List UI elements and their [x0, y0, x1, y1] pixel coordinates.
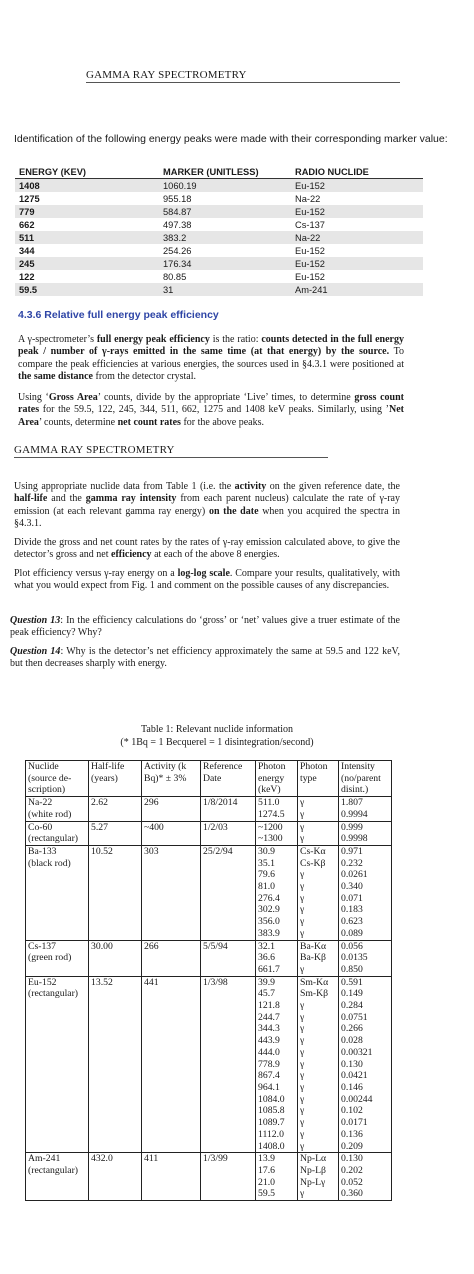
photon-type-cell: Sm-Kα Sm-Kβ γ γ γ γ γ γ γ γ γ γ γ γ γ [298, 976, 339, 1153]
energy-cell: 662 [19, 219, 35, 230]
activity-cell: 411 [142, 1153, 201, 1201]
photon-energy-cell: 39.9 45.7 121.8 244.7 344.3 443.9 444.0 778.9 867.4 964.1 1084.0 1085.8 1089.7 1112.0 1408.0 [256, 976, 298, 1153]
reference-date-cell: 1/2/03 [201, 821, 256, 845]
p4-text: Divide the gross and net count rates by the rates of γ-ray emission calculated above, to give the detector’s gross and net [14, 537, 400, 561]
reference-date-cell: 1/8/2014 [201, 797, 256, 821]
photon-energy-cell: ~1200 ~1300 [256, 821, 298, 845]
intensity-cell: 0.971 0.232 0.0261 0.340 0.071 0.183 0.623 0.089 [339, 845, 392, 940]
nuclide-cell: Co-60 (rectangular) [26, 821, 89, 845]
section-title: 4.3.6 Relative full energy peak efficiency [18, 309, 219, 321]
half-life-cell: 432.0 [89, 1153, 142, 1201]
running-header: GAMMA RAY SPECTROMETRY [14, 444, 175, 456]
p2-emphasis: gross count rates [18, 392, 404, 416]
marker-cell: 955.18 [163, 193, 192, 204]
table-row [15, 192, 423, 205]
table-caption-note: (* 1Bq = 1 Becquerel = 1 disintegration/second) [120, 737, 314, 748]
intensity-cell: 1.807 0.9994 [339, 797, 392, 821]
p3-emphasis: half-life [14, 493, 48, 505]
nuclide-cell: Am-241 [291, 283, 423, 296]
intro-text: Identification of the following energy peaks were made with their corresponding marker value: [14, 133, 448, 145]
table-row [26, 821, 392, 845]
photon-energy-cell: 511.0 1274.5 [256, 797, 298, 821]
question-13-label: Question 13 [10, 615, 61, 626]
photon-type-cell: γ γ [298, 797, 339, 821]
nuclide-cell: Eu-152 [291, 205, 423, 218]
intensity-cell: 0.130 0.202 0.052 0.360 [339, 1153, 392, 1201]
marker-cell: 80.85 [163, 271, 187, 282]
question-14-text: : Why is the detector’s net efficiency approximately the same at 59.5 and 122 keV, but then decreases sharply with energy. [10, 646, 400, 670]
energy-cell: 511 [15, 231, 159, 244]
nuclide-cell: Eu-152 [295, 245, 325, 256]
p1-emphasis: full energy peak efficiency [96, 334, 210, 345]
p2-text: for the 59.5, 122, 245, 344, 511, 662, 1275 and 1408 keV peaks. Similarly, using ’ [39, 404, 389, 416]
p3-text: on the given reference date, the [266, 481, 400, 492]
photon-energy-cell: 30.9 35.1 79.6 81.0 276.4 302.9 356.0 383.9 [256, 845, 298, 940]
p5-emphasis: log-log scale [177, 568, 230, 579]
col-header-photon-energy: Photon energy (keV) [256, 761, 298, 797]
p2-emphasis: net count rates [117, 416, 181, 428]
half-life-cell: 13.52 [89, 976, 142, 1153]
p1-emphasis: the same distance [18, 371, 93, 383]
question-13 [10, 615, 400, 640]
nuclide-table-body [26, 797, 392, 1201]
p1-text: To compare the peak efficiencies at various energies, the sources used in §4.3.1 were positioned at [18, 346, 404, 370]
reference-date-cell: 1/3/98 [201, 976, 256, 1153]
energy-cell: 344 [19, 245, 35, 256]
table-row [26, 797, 392, 821]
paragraph-emission-rate [14, 481, 400, 531]
p2-emphasis: Net Area [18, 404, 404, 428]
table-row [15, 231, 423, 244]
p2-text: ’ counts, divide by the appropriate ‘Live’ times, to determine [97, 392, 355, 403]
col-header-reference-date: Reference Date [201, 761, 256, 797]
table-row [26, 845, 392, 940]
reference-date-cell: 1/3/99 [201, 1153, 256, 1201]
p5-text: . Compare your results, qualitatively, with what you would expect from Fig. 1 and comment on the possible causes of any discrepancies. [14, 568, 400, 592]
marker-cell: 584.87 [159, 205, 291, 218]
paragraph-count-rates [18, 392, 404, 429]
table-caption [25, 723, 409, 749]
half-life-cell: 10.52 [89, 845, 142, 940]
nuclide-table [25, 760, 392, 1201]
marker-table [15, 165, 423, 296]
col-header-energy: ENERGY (KEV) [15, 165, 159, 179]
table-row [15, 257, 423, 270]
paragraph-efficiency-definition [18, 334, 404, 384]
photon-energy-cell: 32.1 36.6 661.7 [256, 940, 298, 976]
col-header-half-life: Half-life (years) [89, 761, 142, 797]
col-header-nuclide: RADIO NUCLIDE [291, 165, 423, 179]
energy-cell: 59.5 [15, 283, 159, 296]
intensity-cell: 0.591 0.149 0.284 0.0751 0.266 0.028 0.00321 0.130 0.0421 0.146 0.00244 0.102 0.0171 0.136 0.209 [339, 976, 392, 1153]
col-header-photon-type: Photon type [298, 761, 339, 797]
nuclide-cell: Eu-152 [295, 271, 325, 282]
marker-cell: 497.38 [163, 219, 192, 230]
half-life-cell: 30.00 [89, 940, 142, 976]
energy-cell: 1408 [15, 179, 159, 193]
table-row [15, 270, 423, 283]
p2-text: Using ‘ [18, 392, 49, 403]
nuclide-cell: Eu-152 [291, 257, 423, 270]
reference-date-cell: 25/2/94 [201, 845, 256, 940]
p3-text: Using appropriate nuclide data from Table 1 (i.e. the [14, 481, 235, 492]
p3-text: from each parent nucleus) calculate the rate of γ-ray emission (at each relevant gamma ray energy) [14, 493, 400, 517]
p2-emphasis: Gross Area [48, 392, 98, 403]
nuclide-cell: Na-22 [295, 193, 321, 204]
col-header-activity: Activity (k Bq)* ± 3% [142, 761, 201, 797]
energy-cell: 779 [15, 205, 159, 218]
nuclide-cell: Eu-152 [291, 179, 423, 193]
energy-cell: 245 [15, 257, 159, 270]
energy-cell: 1275 [19, 193, 40, 204]
nuclide-cell: Ba-133 (black rod) [26, 845, 89, 940]
p4-text: at each of the above 8 energies. [151, 549, 280, 561]
intensity-cell: 0.056 0.0135 0.850 [339, 940, 392, 976]
nuclide-cell: Eu-152 (rectangular) [26, 976, 89, 1153]
p1-text: A γ-spectrometer’s [18, 334, 97, 345]
half-life-cell: 2.62 [89, 797, 142, 821]
activity-cell: 303 [142, 845, 201, 940]
marker-cell: 254.26 [163, 245, 192, 256]
energy-cell: 122 [19, 271, 35, 282]
table-row [26, 976, 392, 1153]
col-header-marker: MARKER (UNITLESS) [159, 165, 291, 179]
half-life-cell: 5.27 [89, 821, 142, 845]
header-rule [14, 457, 328, 458]
reference-date-cell: 5/5/94 [201, 940, 256, 976]
intensity-cell: 0.999 0.9998 [339, 821, 392, 845]
p3-emphasis: on the date [208, 505, 259, 517]
photon-type-cell: Cs-Kα Cs-Kβ γ γ γ γ γ γ [298, 845, 339, 940]
nuclide-cell: Na-22 [291, 231, 423, 244]
marker-cell: 383.2 [159, 231, 291, 244]
p3-emphasis: activity [234, 481, 267, 492]
p5-text: Plot efficiency versus γ-ray energy on a [14, 568, 178, 579]
marker-cell: 1060.19 [159, 179, 291, 193]
activity-cell: 296 [142, 797, 201, 821]
nuclide-cell: Na-22 (white rod) [26, 797, 89, 821]
p1-text: from the detector crystal. [93, 371, 197, 383]
paragraph-plot [14, 568, 400, 593]
p4-emphasis: efficiency [111, 549, 152, 561]
question-14 [10, 646, 400, 671]
nuclide-table-header [26, 761, 392, 797]
p1-emphasis: counts detected in the full energy peak / number of γ-rays emitted in the same time (at that energy) by the source. [18, 334, 404, 358]
nuclide-cell: Am-241 (rectangular) [26, 1153, 89, 1201]
activity-cell: ~400 [142, 821, 201, 845]
col-header-nuclide: Nuclide (source de-scription) [26, 761, 89, 797]
p3-text: and the [47, 493, 86, 505]
table-row [15, 283, 423, 296]
col-header-intensity: Intensity (no/parent disint.) [339, 761, 392, 797]
question-13-text: : In the efficiency calculations do ‘gross’ or ‘net’ values give a truer estimate of the peak efficiency? Why? [10, 615, 400, 639]
nuclide-cell: Cs-137 [295, 219, 325, 230]
activity-cell: 266 [142, 940, 201, 976]
paragraph-efficiency-calc [14, 537, 400, 562]
table-row [15, 179, 423, 193]
marker-cell: 176.34 [159, 257, 291, 270]
header-rule [86, 82, 400, 83]
marker-cell: 31 [159, 283, 291, 296]
photon-energy-cell: 13.9 17.6 21.0 59.5 [256, 1153, 298, 1201]
table-row [26, 940, 392, 976]
table-caption-title: Table 1: Relevant nuclide information [140, 724, 294, 735]
p1-text: is the ratio: [209, 334, 262, 345]
photon-type-cell: Np-Lα Np-Lβ Np-Lγ γ [298, 1153, 339, 1201]
table-row [26, 1153, 392, 1201]
question-14-label: Question 14 [10, 646, 61, 657]
activity-cell: 441 [142, 976, 201, 1153]
nuclide-cell: Cs-137 (green rod) [26, 940, 89, 976]
table-row [15, 218, 423, 231]
photon-type-cell: Ba-Kα Ba-Kβ γ [298, 940, 339, 976]
p3-emphasis: gamma ray intensity [85, 493, 177, 505]
p2-text: ’ counts, determine [38, 416, 118, 428]
p3-text: when you acquired the spectra in §4.3.1. [14, 505, 400, 530]
marker-table-header [15, 165, 423, 179]
photon-type-cell: γ γ [298, 821, 339, 845]
table-row [15, 205, 423, 218]
table-row [15, 244, 423, 257]
p2-text: for the above peaks. [180, 416, 264, 428]
running-header: GAMMA RAY SPECTROMETRY [86, 69, 247, 81]
